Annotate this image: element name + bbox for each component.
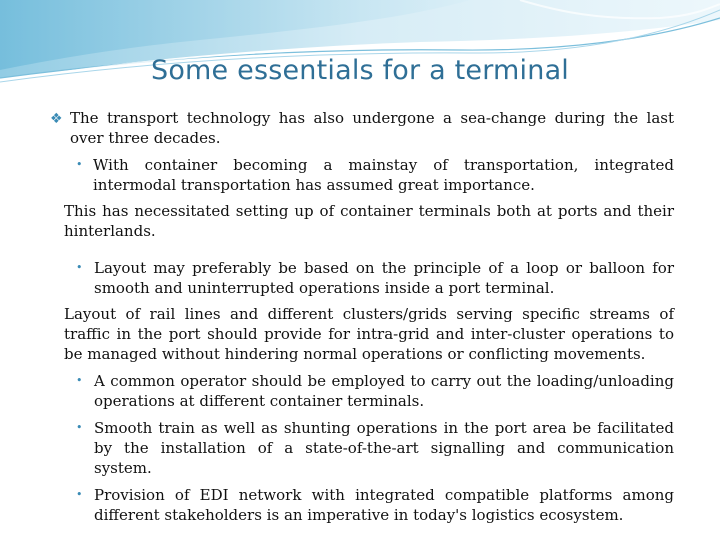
edi-bullet-text: Provision of EDI network with integrated compatible platforms among different stakeholders is an imperative in today's logistics ecosystem. [94,486,674,524]
operator-bullet-text: A common operator should be employed to carry out the loading/unloading operations at different container terminals. [94,372,674,410]
diamond-bullet-icon: ❖ [50,111,63,127]
layout-bullet-text: Layout may preferably be based on the principle of a loop or balloon for smooth and uninterrupted operations inside a port terminal. [94,259,674,297]
train-bullet [48,418,674,478]
bullet-dot-icon: • [76,158,83,171]
bullet-dot-icon: • [76,488,83,501]
main-bullet [48,108,674,148]
bullet-dot-icon: • [76,421,83,434]
layout-bullet [48,258,674,298]
main-bullet-text: The transport technology has also undergone a sea-change during the last over three decades. [70,109,674,147]
operator-bullet [48,371,674,411]
edi-bullet [48,485,674,525]
slide-title: Some essentials for a terminal [150,55,570,86]
sub-bullet [48,155,674,195]
train-bullet-text: Smooth train as well as shunting operations in the port area be facilitated by the installation of a state-of-the-art signalling and communication system. [94,419,674,477]
sub-bullet-text: With container becoming a mainstay of transportation, integrated intermodal transportation has assumed great importance. [93,156,674,194]
paragraph-terminals: This has necessitated setting up of container terminals both at ports and their hinterlands. [64,202,674,240]
paragraph-rail-layout: Layout of rail lines and different clusters/grids serving specific streams of traffic in the port should provide for intra-grid and inter-cluster operations to be managed without hindering normal operations or conflicting movements. [64,305,674,363]
bullet-dot-icon: • [76,261,83,274]
bullet-dot-icon: • [76,374,83,387]
slide-content [48,108,674,525]
